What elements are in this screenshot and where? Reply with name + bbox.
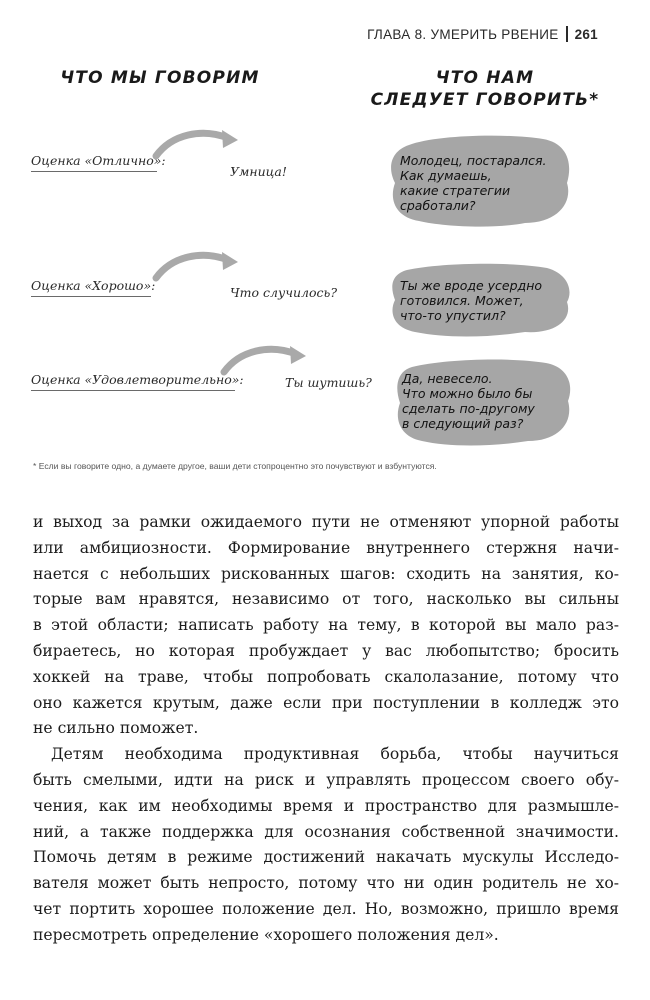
cloud-line: в следующий раз?	[402, 416, 524, 431]
grade-label-good: Оценка «Хорошо»:	[31, 278, 151, 297]
text-line: Детям необходима продуктивная борьба, чтобы научиться	[51, 745, 619, 764]
text-line: нается с небольших рискованных шагов: сходить на занятия, ко-	[33, 564, 619, 583]
text-line: и выход за рамки ожидаемого пути не отменяют упорной работы	[33, 513, 619, 531]
column-title-what-we-say: ЧТО МЫ ГОВОРИМ	[60, 68, 260, 88]
column-title-line: ЧТО НАМ	[435, 68, 535, 88]
body-text	[33, 510, 619, 949]
text-line: хоккей на траве, чтобы попробовать скалолазание, потому что	[33, 667, 619, 686]
cloud-text	[400, 153, 546, 213]
text-line: торые вам нравятся, независимо от того, насколько вы сильны	[33, 590, 619, 609]
cloud-line: Что можно было бы	[402, 386, 533, 401]
said-phrase: Умница!	[230, 164, 287, 179]
text-line: чет портить хорошее положение дел. Но, возможно, пришло время	[33, 899, 619, 918]
text-line: или амбициозности. Формирование внутреннего стержня начи-	[33, 538, 619, 557]
speech-cloud	[385, 262, 575, 338]
text-line: Помочь детям в режиме достижений накачать мускулы Исследо-	[33, 848, 619, 867]
cloud-line: Как думаешь,	[400, 168, 492, 183]
said-phrase: Ты шутишь?	[285, 375, 372, 390]
said-phrase: Что случилось?	[230, 285, 338, 300]
cloud-line: какие стратегии	[400, 183, 511, 198]
speech-cloud	[385, 133, 575, 229]
cloud-line: Да, невесело.	[402, 371, 493, 386]
text-line: ний, а также поддержка для осознания собственной значимости.	[33, 822, 619, 841]
text-line: не сильно поможет.	[33, 719, 199, 738]
cloud-line: что-то упустил?	[400, 308, 506, 323]
cloud-text	[402, 371, 535, 431]
text-line: в этой области; написать работу на тему, в которой вы мало раз-	[33, 616, 619, 635]
curved-arrow-icon	[218, 342, 313, 378]
page-number: 261	[574, 27, 598, 42]
cloud-line: готовился. Может,	[400, 293, 524, 308]
grade-label-satisfactory: Оценка «Удовлетворительно»:	[31, 372, 235, 391]
paragraph	[33, 742, 619, 948]
text-line: вателя может быть непросто, потому что ни один родитель не хо-	[33, 874, 619, 893]
column-title-what-to-say	[365, 67, 605, 111]
running-head	[367, 26, 598, 42]
chapter-title: ГЛАВА 8. УМЕРИТЬ РВЕНИЕ	[367, 27, 559, 42]
text-line: быть смелыми, идти на риск и управлять процессом своего обу-	[33, 770, 619, 789]
header-divider	[566, 26, 568, 42]
text-line: пересмотреть определение «хорошего положения дел».	[33, 925, 499, 944]
grade-label-excellent: Оценка «Отлично»:	[31, 153, 157, 172]
speech-cloud	[390, 357, 575, 447]
text-line: чения, как им необходимы время и пространство для размышле-	[33, 796, 619, 815]
cloud-line: Молодец, постарался.	[400, 153, 547, 168]
curved-arrow-icon	[150, 126, 245, 162]
column-title-line: СЛЕДУЕТ ГОВОРИТЬ*	[370, 90, 600, 110]
paragraph	[33, 510, 619, 742]
text-line: бираетесь, но которая пробуждает у вас любопытство; бросить	[33, 641, 619, 660]
footnote: * Если вы говорите одно, а думаете другое, ваши дети стопроцентно это почувствуют и взбунтуются.	[33, 461, 437, 471]
cloud-line: Ты же вроде усердно	[400, 278, 543, 293]
cloud-line: сделать по-другому	[402, 401, 535, 416]
curved-arrow-icon	[150, 248, 245, 284]
cloud-text	[400, 278, 542, 323]
cloud-line: сработали?	[400, 198, 476, 213]
text-line: оно кажется крутым, даже если при поступлении в колледж это	[33, 693, 619, 712]
